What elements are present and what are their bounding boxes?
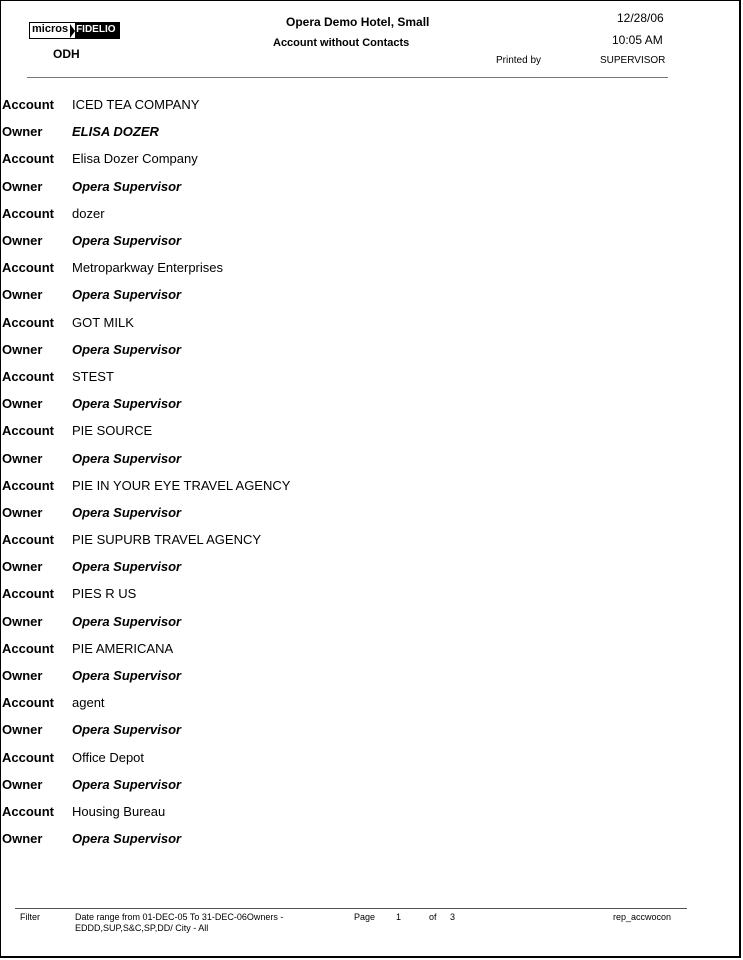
owner-value: Opera Supervisor: [72, 776, 182, 792]
owner-label: Owner: [2, 504, 43, 520]
account-label: Account: [2, 423, 54, 439]
owner-value: Opera Supervisor: [72, 504, 182, 520]
owner-row: [2, 499, 290, 526]
owner-label: Owner: [2, 450, 43, 466]
report-title: Account without Contacts: [273, 37, 410, 49]
account-row: [2, 580, 290, 607]
logo-micros-text: micros: [30, 23, 70, 38]
owner-row: [2, 825, 290, 852]
account-row: [2, 254, 290, 281]
account-label: Account: [2, 749, 54, 765]
owner-label: Owner: [2, 668, 43, 684]
account-label: Account: [2, 151, 54, 167]
owner-label: Owner: [2, 287, 43, 303]
account-value: Elisa Dozer Company: [72, 151, 198, 167]
account-row: [2, 309, 290, 336]
owner-label: Owner: [2, 559, 43, 575]
owner-value: Opera Supervisor: [72, 831, 182, 847]
account-label: Account: [2, 586, 54, 602]
owner-value: Opera Supervisor: [72, 341, 182, 357]
owner-row: [2, 173, 290, 200]
account-row: [2, 472, 290, 499]
owner-value: Opera Supervisor: [72, 178, 182, 194]
account-value: PIE AMERICANA: [72, 640, 174, 656]
account-row: [2, 526, 290, 553]
owner-value: Opera Supervisor: [72, 613, 182, 629]
account-label: Account: [2, 640, 54, 656]
account-row: [2, 145, 290, 172]
micros-fidelio-logo: [29, 22, 120, 39]
owner-value: Opera Supervisor: [72, 559, 182, 575]
account-value: dozer: [72, 205, 105, 221]
account-value: agent: [72, 695, 105, 711]
owner-label: Owner: [2, 178, 43, 194]
footer-divider: [15, 908, 687, 909]
account-value: GOT MILK: [72, 314, 134, 330]
owner-label: Owner: [2, 722, 43, 738]
owner-value: Opera Supervisor: [72, 450, 182, 466]
hotel-name: Opera Demo Hotel, Small: [286, 15, 430, 29]
account-row: [2, 744, 290, 771]
hotel-code: ODH: [53, 47, 80, 61]
report-code: rep_accwocon: [613, 912, 672, 922]
owner-label: Owner: [2, 776, 43, 792]
report-date: 12/28/06: [617, 11, 664, 25]
account-value: PIE SOURCE: [72, 423, 153, 439]
page-total: 3: [450, 912, 456, 922]
account-value: STEST: [72, 368, 114, 384]
owner-row: [2, 444, 290, 471]
owner-label: Owner: [2, 341, 43, 357]
account-label: Account: [2, 314, 54, 330]
account-row: [2, 200, 290, 227]
filter-text: Date range from 01-DEC-05 To 31-DEC-06Owners - EDDD,SUP,S&C,SP,DD/ City - All: [75, 912, 284, 933]
printed-by-value: SUPERVISOR: [600, 55, 666, 66]
account-label: Account: [2, 368, 54, 384]
account-value: ICED TEA COMPANY: [72, 97, 200, 113]
owner-row: [2, 771, 290, 798]
page-number: 1: [396, 912, 402, 922]
filter-label: Filter: [20, 912, 40, 922]
owner-label: Owner: [2, 233, 43, 249]
account-row: [2, 689, 290, 716]
owner-row: [2, 336, 290, 363]
account-value: PIE IN YOUR EYE TRAVEL AGENCY: [72, 477, 291, 493]
owner-row: [2, 662, 290, 689]
owner-row: [2, 281, 290, 308]
owner-row: [2, 553, 290, 580]
records-list: [2, 91, 290, 852]
owner-label: Owner: [2, 124, 43, 140]
owner-row: [2, 608, 290, 635]
owner-value: Opera Supervisor: [72, 396, 182, 412]
owner-value: Opera Supervisor: [72, 722, 182, 738]
owner-row: [2, 118, 290, 145]
owner-value: ELISA DOZER: [72, 124, 159, 140]
printed-by-label: Printed by: [496, 55, 542, 66]
of-label: of: [429, 912, 437, 922]
owner-value: Opera Supervisor: [72, 668, 182, 684]
account-value: Housing Bureau: [72, 803, 166, 819]
account-label: Account: [2, 695, 54, 711]
owner-row: [2, 716, 290, 743]
account-label: Account: [2, 205, 54, 221]
account-value: Metroparkway Enterprises: [72, 260, 223, 276]
account-row: [2, 91, 290, 118]
owner-row: [2, 227, 290, 254]
header-divider: [27, 77, 668, 78]
owner-row: [2, 390, 290, 417]
account-label: Account: [2, 532, 54, 548]
account-row: [2, 417, 290, 444]
owner-label: Owner: [2, 613, 43, 629]
account-label: Account: [2, 803, 54, 819]
account-value: Office Depot: [72, 749, 145, 765]
account-value: PIES R US: [72, 586, 137, 602]
account-row: [2, 635, 290, 662]
account-label: Account: [2, 477, 54, 493]
account-label: Account: [2, 260, 54, 276]
account-row: [2, 798, 290, 825]
owner-label: Owner: [2, 396, 43, 412]
owner-label: Owner: [2, 831, 43, 847]
account-value: PIE SUPURB TRAVEL AGENCY: [72, 532, 262, 548]
page-label: Page: [354, 912, 376, 922]
owner-value: Opera Supervisor: [72, 233, 182, 249]
report-time: 10:05 AM: [612, 33, 663, 47]
account-row: [2, 363, 290, 390]
account-label: Account: [2, 97, 54, 113]
owner-value: Opera Supervisor: [72, 287, 182, 303]
logo-fidelio-text: FIDELIO: [75, 23, 118, 38]
